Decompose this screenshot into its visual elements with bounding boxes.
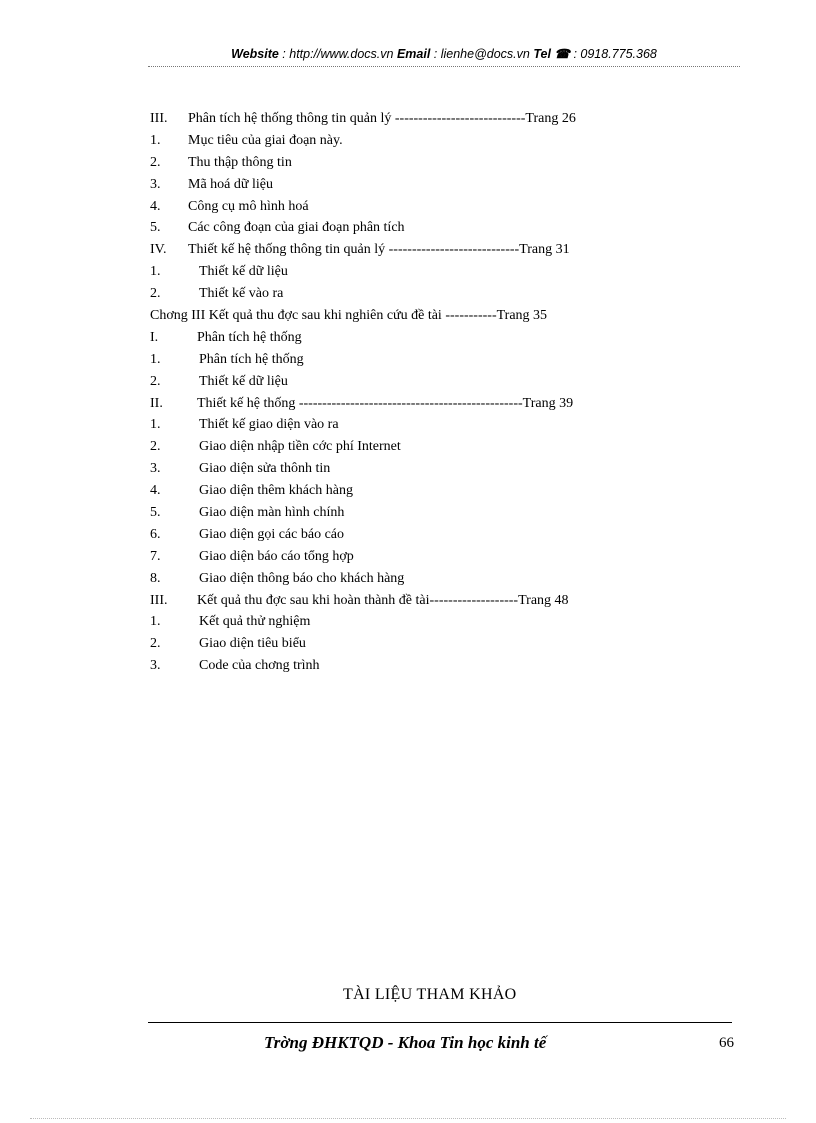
toc-number: I.	[150, 329, 159, 345]
toc-row	[150, 305, 670, 327]
toc-entry-text: Chơng III Kết quả thu đợc sau khi nghiên cứu đề tài -----------Trang 35	[150, 308, 548, 324]
page-bottom-rule	[30, 1118, 786, 1119]
toc-row	[150, 524, 670, 546]
toc-entry-text: Phân tích hệ thống	[199, 351, 304, 367]
toc-number: 2.	[150, 286, 161, 302]
references-title: TÀI LIỆU THAM KHẢO	[343, 986, 517, 1003]
toc-row	[150, 458, 670, 480]
toc-number: III.	[150, 111, 168, 126]
toc-entry-text: Giao diện báo cáo tổng hợp	[199, 548, 354, 564]
table-of-contents	[150, 108, 670, 677]
toc-row	[150, 546, 670, 568]
toc-number: 1.	[150, 614, 161, 630]
toc-entry-text: Thu thập thông tin	[188, 154, 292, 170]
toc-row	[150, 239, 670, 261]
toc-entry-text: Kết quả thu đợc sau khi hoàn thành đề tài-------------------Trang 48	[197, 592, 569, 608]
toc-entry-text: Thiết kế dữ liệu	[199, 264, 288, 280]
toc-number: 2.	[150, 373, 161, 389]
toc-row	[150, 655, 670, 677]
website-url: : http://www.docs.vn	[278, 47, 397, 61]
toc-row	[150, 480, 670, 502]
toc-row	[150, 590, 670, 612]
toc-row	[150, 327, 670, 349]
toc-row	[150, 414, 670, 436]
toc-entry-text: Phân tích hệ thống	[197, 329, 302, 345]
toc-row	[150, 174, 670, 196]
toc-entry-text: Thiết kế hệ thống thông tin quản lý ----------------------------Trang 31	[188, 242, 570, 258]
toc-number: IV.	[150, 242, 167, 258]
tel-label: Tel ☎	[533, 47, 570, 61]
toc-row	[150, 108, 670, 130]
toc-row	[150, 393, 670, 415]
toc-row	[150, 568, 670, 590]
toc-entry-text: Phân tích hệ thống thông tin quản lý ----------------------------Trang 26	[188, 111, 576, 126]
toc-row	[150, 196, 670, 218]
toc-entry-text: Giao diện sửa thônh tin	[199, 461, 331, 477]
header-rule	[148, 66, 740, 67]
toc-row	[150, 217, 670, 239]
toc-row	[150, 502, 670, 524]
toc-number: 3.	[150, 176, 161, 192]
toc-row	[150, 436, 670, 458]
toc-entry-text: Code của chơng trình	[199, 658, 320, 674]
page-header	[148, 46, 740, 61]
toc-row	[150, 152, 670, 174]
toc-number: II.	[150, 395, 163, 411]
toc-row	[150, 633, 670, 655]
toc-row	[150, 371, 670, 393]
toc-number: 2.	[150, 636, 161, 652]
toc-number: 1.	[150, 351, 161, 367]
toc-entry-text: Thiết kế vào ra	[199, 286, 284, 302]
toc-number: 5.	[150, 505, 161, 521]
toc-number: III.	[150, 592, 168, 608]
toc-entry-text: Giao diện thêm khách hàng	[199, 483, 353, 499]
toc-number: 2.	[150, 439, 161, 455]
toc-entry-text: Các công đoạn của giai đoạn phân tích	[188, 220, 405, 236]
toc-number: 3.	[150, 461, 161, 477]
footer-rule	[148, 1022, 732, 1023]
toc-row	[150, 283, 670, 305]
toc-row	[150, 611, 670, 633]
toc-entry-text: Thiết kế dữ liệu	[199, 373, 288, 389]
toc-entry-text: Mục tiêu của giai đoạn này.	[188, 132, 343, 148]
toc-number: 2.	[150, 154, 161, 170]
toc-number: 1.	[150, 417, 161, 433]
toc-number: 1.	[150, 132, 161, 148]
toc-entry-text: Công cụ mô hình hoá	[188, 198, 309, 214]
toc-entry-text: Giao diện tiêu biểu	[199, 636, 306, 652]
toc-row	[150, 261, 670, 283]
toc-entry-text: Thiết kế giao diện vào ra	[199, 417, 339, 433]
page-number: 66	[719, 1035, 734, 1051]
tel-number: : 0918.775.368	[569, 47, 657, 61]
toc-entry-text: Giao diện nhập tiền cớc phí Internet	[199, 439, 401, 455]
toc-number: 5.	[150, 220, 161, 236]
toc-number: 4.	[150, 483, 161, 499]
toc-number: 7.	[150, 548, 161, 564]
toc-number: 8.	[150, 570, 161, 586]
toc-entry-text: Mã hoá dữ liệu	[188, 176, 273, 192]
toc-row	[150, 130, 670, 152]
toc-entry-text: Thiết kế hệ thống ------------------------------------------------Trang 39	[197, 395, 574, 411]
toc-entry-text: Giao diện thông báo cho khách hàng	[199, 570, 405, 586]
footer-school: Trờng ĐHKTQD - Khoa Tin học kinh tế	[264, 1033, 547, 1052]
email-label: Email	[396, 47, 431, 61]
toc-number: 3.	[150, 658, 161, 674]
toc-entry-text: Giao diện gọi các báo cáo	[199, 526, 344, 542]
toc-number: 1.	[150, 264, 161, 280]
website-label: Website	[231, 47, 279, 61]
toc-number: 6.	[150, 526, 161, 542]
toc-entry-text: Kết quả thử nghiệm	[199, 614, 311, 630]
toc-entry-text: Giao diện màn hình chính	[199, 505, 345, 521]
email-address: : lienhe@docs.vn	[430, 47, 534, 61]
toc-number: 4.	[150, 198, 161, 214]
toc-row	[150, 349, 670, 371]
